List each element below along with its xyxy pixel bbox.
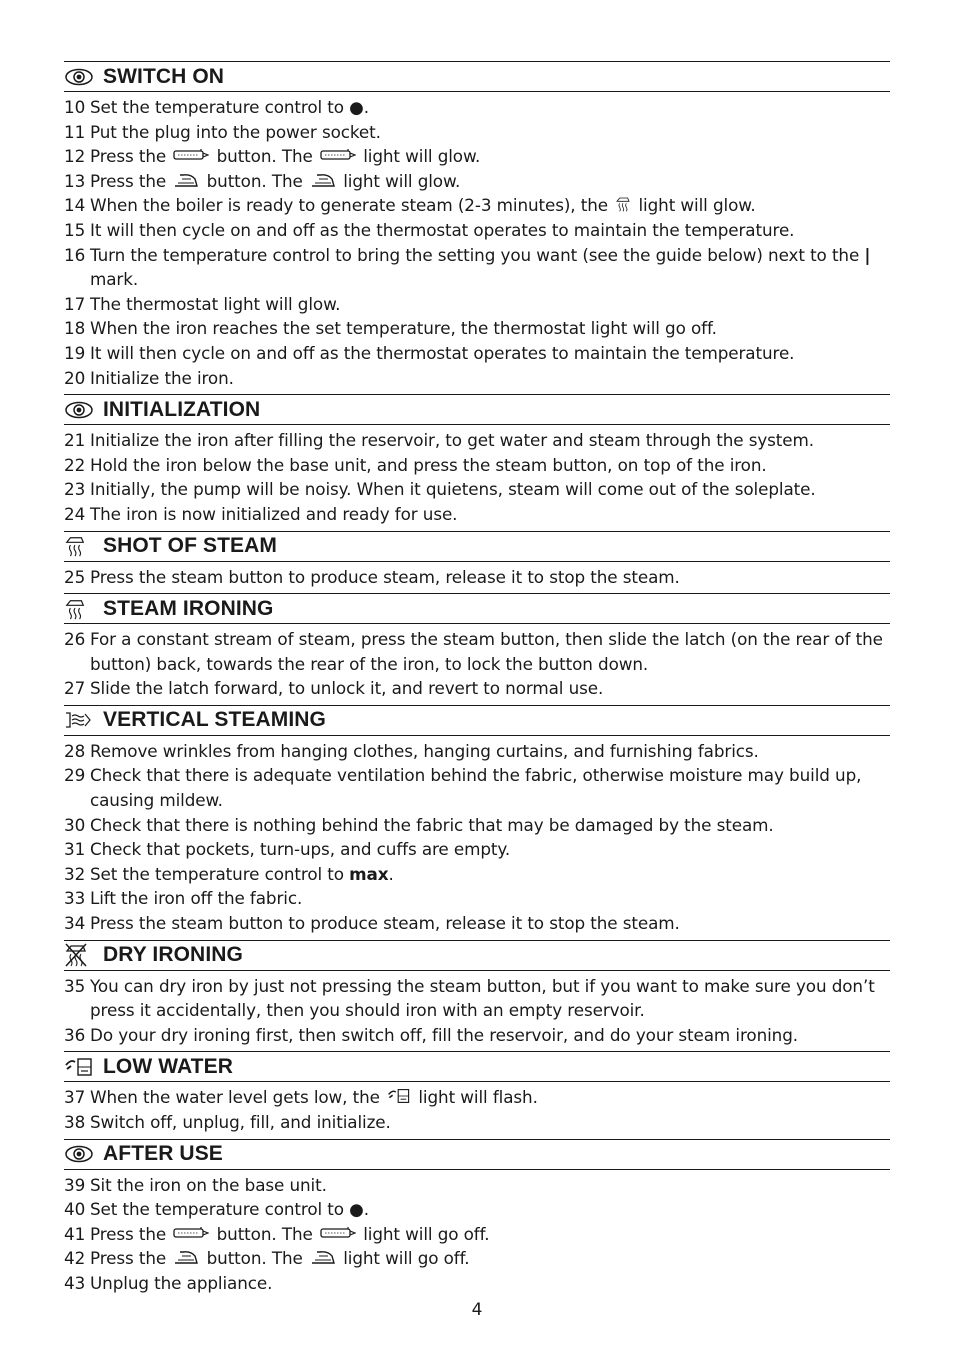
list-item: [64, 120, 890, 145]
manual-page: [64, 61, 890, 1296]
section-title: STEAM IRONING: [103, 596, 274, 620]
iron-icon: [173, 171, 199, 189]
step-text: Initially, the pump will be noisy. When it quietens, steam will come out of the soleplate.: [90, 479, 816, 500]
step-number: 30: [64, 814, 86, 835]
list-item: [64, 565, 890, 590]
step-number: 13: [64, 170, 86, 191]
section-title: LOW WATER: [103, 1054, 233, 1078]
page-number: 4: [471, 1300, 483, 1320]
section-title: INITIALIZATION: [103, 397, 261, 421]
step-number: 11: [64, 121, 86, 142]
step-number: 14: [64, 195, 86, 216]
section-low-water-header: [64, 1051, 890, 1082]
list-item: [64, 341, 890, 366]
section-shot-of-steam-header: [64, 531, 890, 562]
step-text: Press the steam button to produce steam, release it to stop the steam.: [90, 566, 680, 587]
step-number: 16: [64, 244, 86, 265]
step-text: When the iron reaches the set temperature, the thermostat light will go off.: [90, 318, 717, 339]
step-text: Unplug the appliance.: [90, 1272, 273, 1293]
list-item: [64, 627, 890, 676]
list-item: [64, 144, 890, 169]
step-text: You can dry iron by just not pressing the steam button, but if you want to make sure you don’t press it accidentally, then you should iron with an empty reservoir.: [90, 975, 875, 1021]
list-item: [64, 1023, 890, 1048]
list-item: [64, 95, 890, 120]
steam-icon: [64, 597, 94, 621]
list-item: [64, 366, 890, 391]
section-title: SHOT OF STEAM: [103, 534, 277, 557]
step-number: 23: [64, 479, 86, 500]
list-item: [64, 1246, 890, 1271]
step-text: When the water level gets low, the: [90, 1087, 380, 1108]
step-text: light will go off.: [363, 1223, 490, 1244]
steam-icon: [64, 534, 94, 558]
low-water-steps: [64, 1082, 890, 1134]
list-item: [64, 169, 890, 194]
list-item: [64, 886, 890, 911]
step-text: The thermostat light will glow.: [90, 293, 341, 314]
iron-icon: [310, 1248, 336, 1266]
vertical-steam-icon: [64, 708, 94, 732]
step-number: 40: [64, 1199, 86, 1220]
step-text: .: [363, 1199, 369, 1220]
list-item: [64, 763, 890, 812]
step-number: 36: [64, 1024, 86, 1045]
eye-icon: [64, 1142, 94, 1166]
vertical-steaming-steps: [64, 736, 890, 936]
low-water-icon: [387, 1088, 411, 1104]
step-text: Check that pockets, turn-ups, and cuffs are empty.: [90, 839, 511, 860]
initialization-steps: [64, 425, 890, 526]
step-text: .: [388, 863, 394, 884]
iron-icon: [173, 1248, 199, 1266]
step-text: Remove wrinkles from hanging clothes, hanging curtains, and furnishing fabrics.: [90, 740, 759, 761]
list-item: [64, 1173, 890, 1198]
step-text: Press the: [90, 1223, 167, 1244]
step-text: The iron is now initialized and ready for use.: [90, 503, 458, 524]
step-number: 12: [64, 146, 86, 167]
step-number: 42: [64, 1248, 86, 1269]
step-number: 15: [64, 219, 86, 240]
steam-icon: [615, 195, 631, 213]
step-text: For a constant stream of steam, press the steam button, then slide the latch (on the rear of the button) back, towards the rear of the iron, to lock the button down.: [90, 629, 883, 674]
section-vertical-steaming-header: [64, 705, 890, 736]
step-text: light will go off.: [343, 1248, 470, 1269]
list-item: [64, 243, 890, 292]
step-text: Slide the latch forward, to unlock it, and revert to normal use.: [90, 678, 604, 699]
step-text: Set the temperature control to: [90, 97, 344, 117]
list-item: [64, 1197, 890, 1222]
mark-symbol: |: [864, 244, 871, 265]
list-item: [64, 218, 890, 243]
step-number: 34: [64, 913, 86, 934]
step-text: Press the: [90, 1248, 167, 1269]
step-text: It will then cycle on and off as the thermostat operates to maintain the temperature.: [90, 342, 795, 363]
step-text: light will flash.: [418, 1087, 538, 1108]
step-number: 35: [64, 975, 86, 996]
list-item: [64, 193, 890, 218]
step-number: 26: [64, 629, 86, 650]
step-number: 24: [64, 503, 86, 524]
step-text: light will glow.: [638, 195, 756, 216]
step-number: 29: [64, 765, 86, 786]
dry-ironing-steps: [64, 971, 890, 1048]
list-item: [64, 739, 890, 764]
step-text: It will then cycle on and off as the thermostat operates to maintain the temperature.: [90, 219, 795, 240]
step-text: Put the plug into the power socket.: [90, 121, 381, 142]
list-item: [64, 676, 890, 701]
section-title: DRY IRONING: [103, 943, 243, 967]
step-number: 20: [64, 367, 86, 388]
eye-icon: [64, 398, 94, 422]
list-item: [64, 1110, 890, 1135]
step-text: Press the steam button to produce steam, release it to stop the steam.: [90, 913, 680, 934]
section-steam-ironing-header: [64, 593, 890, 624]
section-switch-on-header: [64, 61, 890, 92]
section-title: SWITCH ON: [103, 64, 225, 88]
no-steam-icon: [64, 943, 94, 967]
list-item: [64, 974, 890, 1023]
max-label: max: [349, 863, 389, 884]
list-item: [64, 477, 890, 502]
step-number: 21: [64, 430, 86, 451]
step-text: Hold the iron below the base unit, and press the steam button, on top of the iron.: [90, 454, 767, 475]
step-number: 33: [64, 888, 86, 909]
step-number: 37: [64, 1087, 86, 1108]
section-initialization-header: [64, 394, 890, 425]
step-number: 38: [64, 1112, 86, 1132]
boiler-icon: [173, 147, 209, 163]
step-text: Turn the temperature control to bring the setting you want (see the guide below) next to the: [90, 244, 860, 265]
dot-icon: ●: [349, 1199, 364, 1220]
shot-of-steam-steps: [64, 562, 890, 590]
list-item: [64, 911, 890, 936]
step-text: button. The: [216, 1223, 313, 1244]
step-number: 32: [64, 863, 86, 884]
step-text: Lift the iron off the fabric.: [90, 888, 303, 909]
step-number: 41: [64, 1223, 86, 1244]
step-text: Initialize the iron.: [90, 367, 234, 388]
list-item: [64, 1222, 890, 1247]
step-text: Initialize the iron after filling the reservoir, to get water and steam through the system.: [90, 430, 814, 451]
step-text: light will glow.: [363, 146, 481, 167]
step-number: 27: [64, 678, 86, 699]
list-item: [64, 1271, 890, 1296]
step-number: 31: [64, 839, 86, 860]
step-number: 28: [64, 740, 86, 761]
step-text: Do your dry ironing first, then switch off, fill the reservoir, and do your steam ironing.: [90, 1024, 798, 1045]
after-use-steps: [64, 1170, 890, 1296]
step-text: light will glow.: [343, 170, 461, 191]
step-text: button. The: [216, 146, 313, 167]
low-water-icon: [64, 1055, 94, 1079]
section-dry-ironing-header: [64, 940, 890, 971]
step-text: Set the temperature control to: [90, 1199, 344, 1220]
list-item: [64, 316, 890, 341]
boiler-icon: [320, 1225, 356, 1241]
dot-icon: ●: [349, 97, 364, 117]
list-item: [64, 292, 890, 317]
step-text: Switch off, unplug, fill, and initialize.: [90, 1112, 391, 1132]
step-text: Check that there is adequate ventilation behind the fabric, otherwise moisture may build up, causing mildew.: [90, 765, 862, 811]
step-number: 22: [64, 454, 86, 475]
step-text: .: [363, 97, 369, 117]
section-title: VERTICAL STEAMING: [103, 708, 326, 732]
step-text: Check that there is nothing behind the fabric that may be damaged by the steam.: [90, 814, 774, 835]
step-number: 19: [64, 342, 86, 363]
step-text: Press the: [90, 170, 167, 191]
step-number: 17: [64, 293, 86, 314]
switch-on-steps: [64, 92, 890, 390]
step-text: mark.: [90, 269, 139, 290]
step-text: Sit the iron on the base unit.: [90, 1174, 327, 1195]
list-item: [64, 862, 890, 887]
step-number: 39: [64, 1174, 86, 1195]
list-item: [64, 453, 890, 478]
section-after-use-header: [64, 1139, 890, 1170]
step-text: button. The: [206, 170, 303, 191]
eye-icon: [64, 65, 94, 89]
section-title: AFTER USE: [103, 1142, 223, 1166]
step-number: 43: [64, 1272, 86, 1293]
step-number: 25: [64, 566, 86, 587]
step-text: Set the temperature control to: [90, 863, 344, 884]
step-number: 18: [64, 318, 86, 339]
step-number: 10: [64, 97, 86, 117]
list-item: [64, 813, 890, 838]
list-item: [64, 1085, 890, 1110]
list-item: [64, 502, 890, 527]
list-item: [64, 837, 890, 862]
iron-icon: [310, 171, 336, 189]
step-text: Press the: [90, 146, 167, 167]
steam-ironing-steps: [64, 624, 890, 701]
list-item: [64, 428, 890, 453]
step-text: When the boiler is ready to generate steam (2-3 minutes), the: [90, 195, 609, 216]
boiler-icon: [173, 1225, 209, 1241]
step-text: button. The: [206, 1248, 303, 1269]
boiler-icon: [320, 147, 356, 163]
